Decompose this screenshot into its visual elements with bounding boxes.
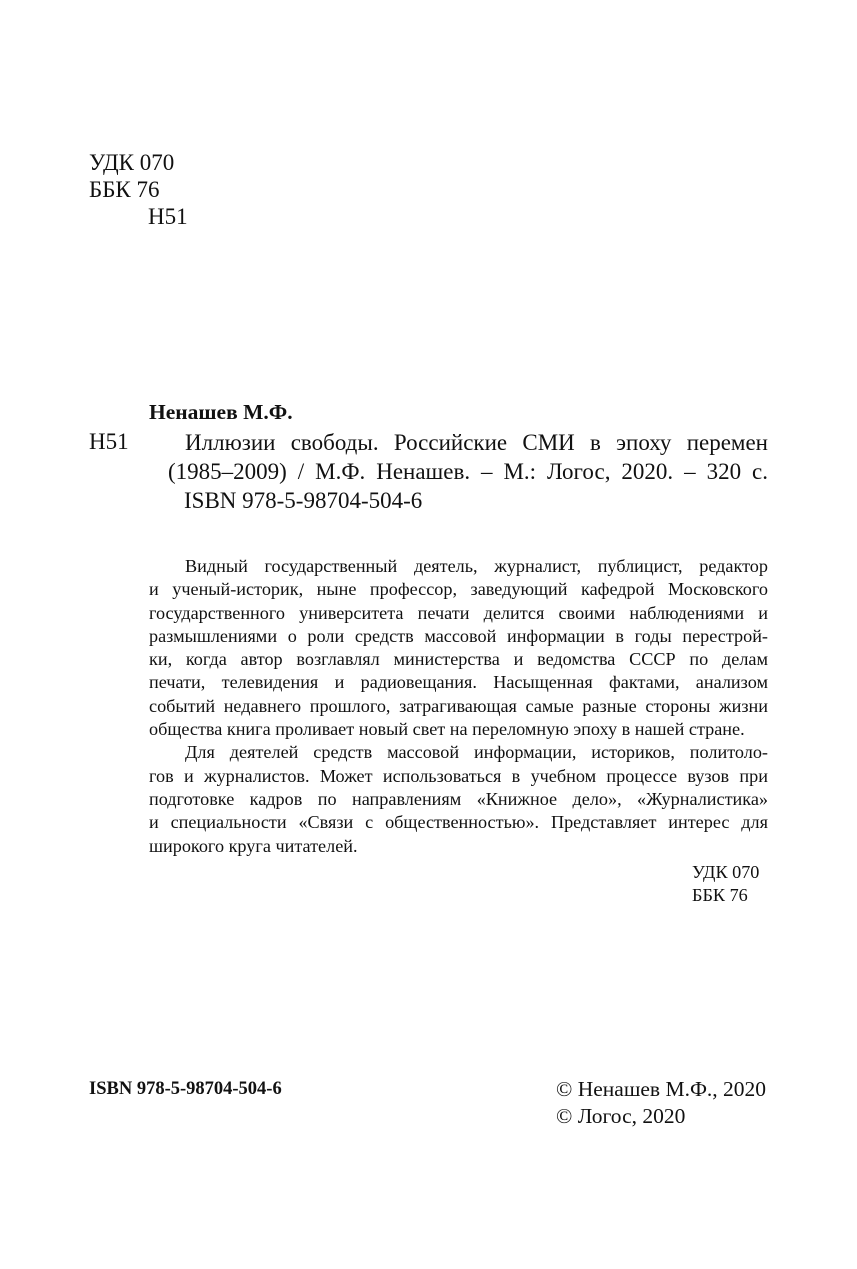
annotation-line: ки, когда автор возглавлял министерства и ведомства СССР по делам <box>149 649 768 670</box>
annotation-line: Для деятелей средств массовой информации, историков, политоло- <box>185 742 768 763</box>
annotation-line: общества книга проливает новый свет на переломную эпоху в нашей стране. <box>149 719 745 740</box>
bbk-code: ББК 76 <box>89 177 160 202</box>
annotation <box>149 555 768 858</box>
copyright-block <box>556 1076 766 1130</box>
cutter-code: Н51 <box>148 204 188 229</box>
bibliographic-description <box>168 428 768 486</box>
bottom-bbk: ББК 76 <box>692 885 748 906</box>
author-heading: Ненашев М.Ф. <box>149 400 293 424</box>
copyright-author: © Ненашев М.Ф., 2020 <box>556 1077 767 1101</box>
annotation-line: широкого круга читателей. <box>149 835 358 856</box>
annotation-line: событий недавнего прошлого, затрагивающая самые разные стороны жизни <box>149 695 768 716</box>
annotation-line: подготовке кадров по направлениям «Книжное дело», «Журналистика» <box>149 788 768 809</box>
annotation-line: Видный государственный деятель, журналист, публицист, редактор <box>185 556 768 576</box>
annotation-line: печати, телевидения и радиовещания. Насыщенная фактами, анализом <box>149 672 768 693</box>
title-line-1: Иллюзии свободы. Российские СМИ в эпоху перемен <box>185 430 768 455</box>
bottom-udk: УДК 070 <box>692 862 760 882</box>
annotation-line: государственного университета печати делится своими наблюдениями и <box>149 602 768 623</box>
annotation-line: размышлениями о роли средств массовой информации в годы перестрой- <box>149 625 768 646</box>
isbn-line: ISBN 978-5-98704-504-6 <box>184 488 423 513</box>
footer-isbn: ISBN 978-5-98704-504-6 <box>89 1079 282 1099</box>
annotation-line: гов и журналистов. Может использоваться в учебном процессе вузов при <box>149 765 768 786</box>
annotation-line: и ученый-историк, ныне профессор, заведующий кафедрой Московского <box>149 579 768 600</box>
classification-codes <box>89 149 188 230</box>
copyright-publisher: © Логос, 2020 <box>556 1104 686 1128</box>
annotation-line: и специальности «Связи с общественностью». Представляет интерес для <box>149 812 768 833</box>
udk-code: УДК 070 <box>89 150 175 175</box>
cutter-mark: Н51 <box>89 429 129 454</box>
bottom-classification <box>692 861 759 908</box>
title-line-2: (1985–2009) / М.Ф. Ненашев. – М.: Логос, 2020. – 320 с. <box>168 459 768 484</box>
